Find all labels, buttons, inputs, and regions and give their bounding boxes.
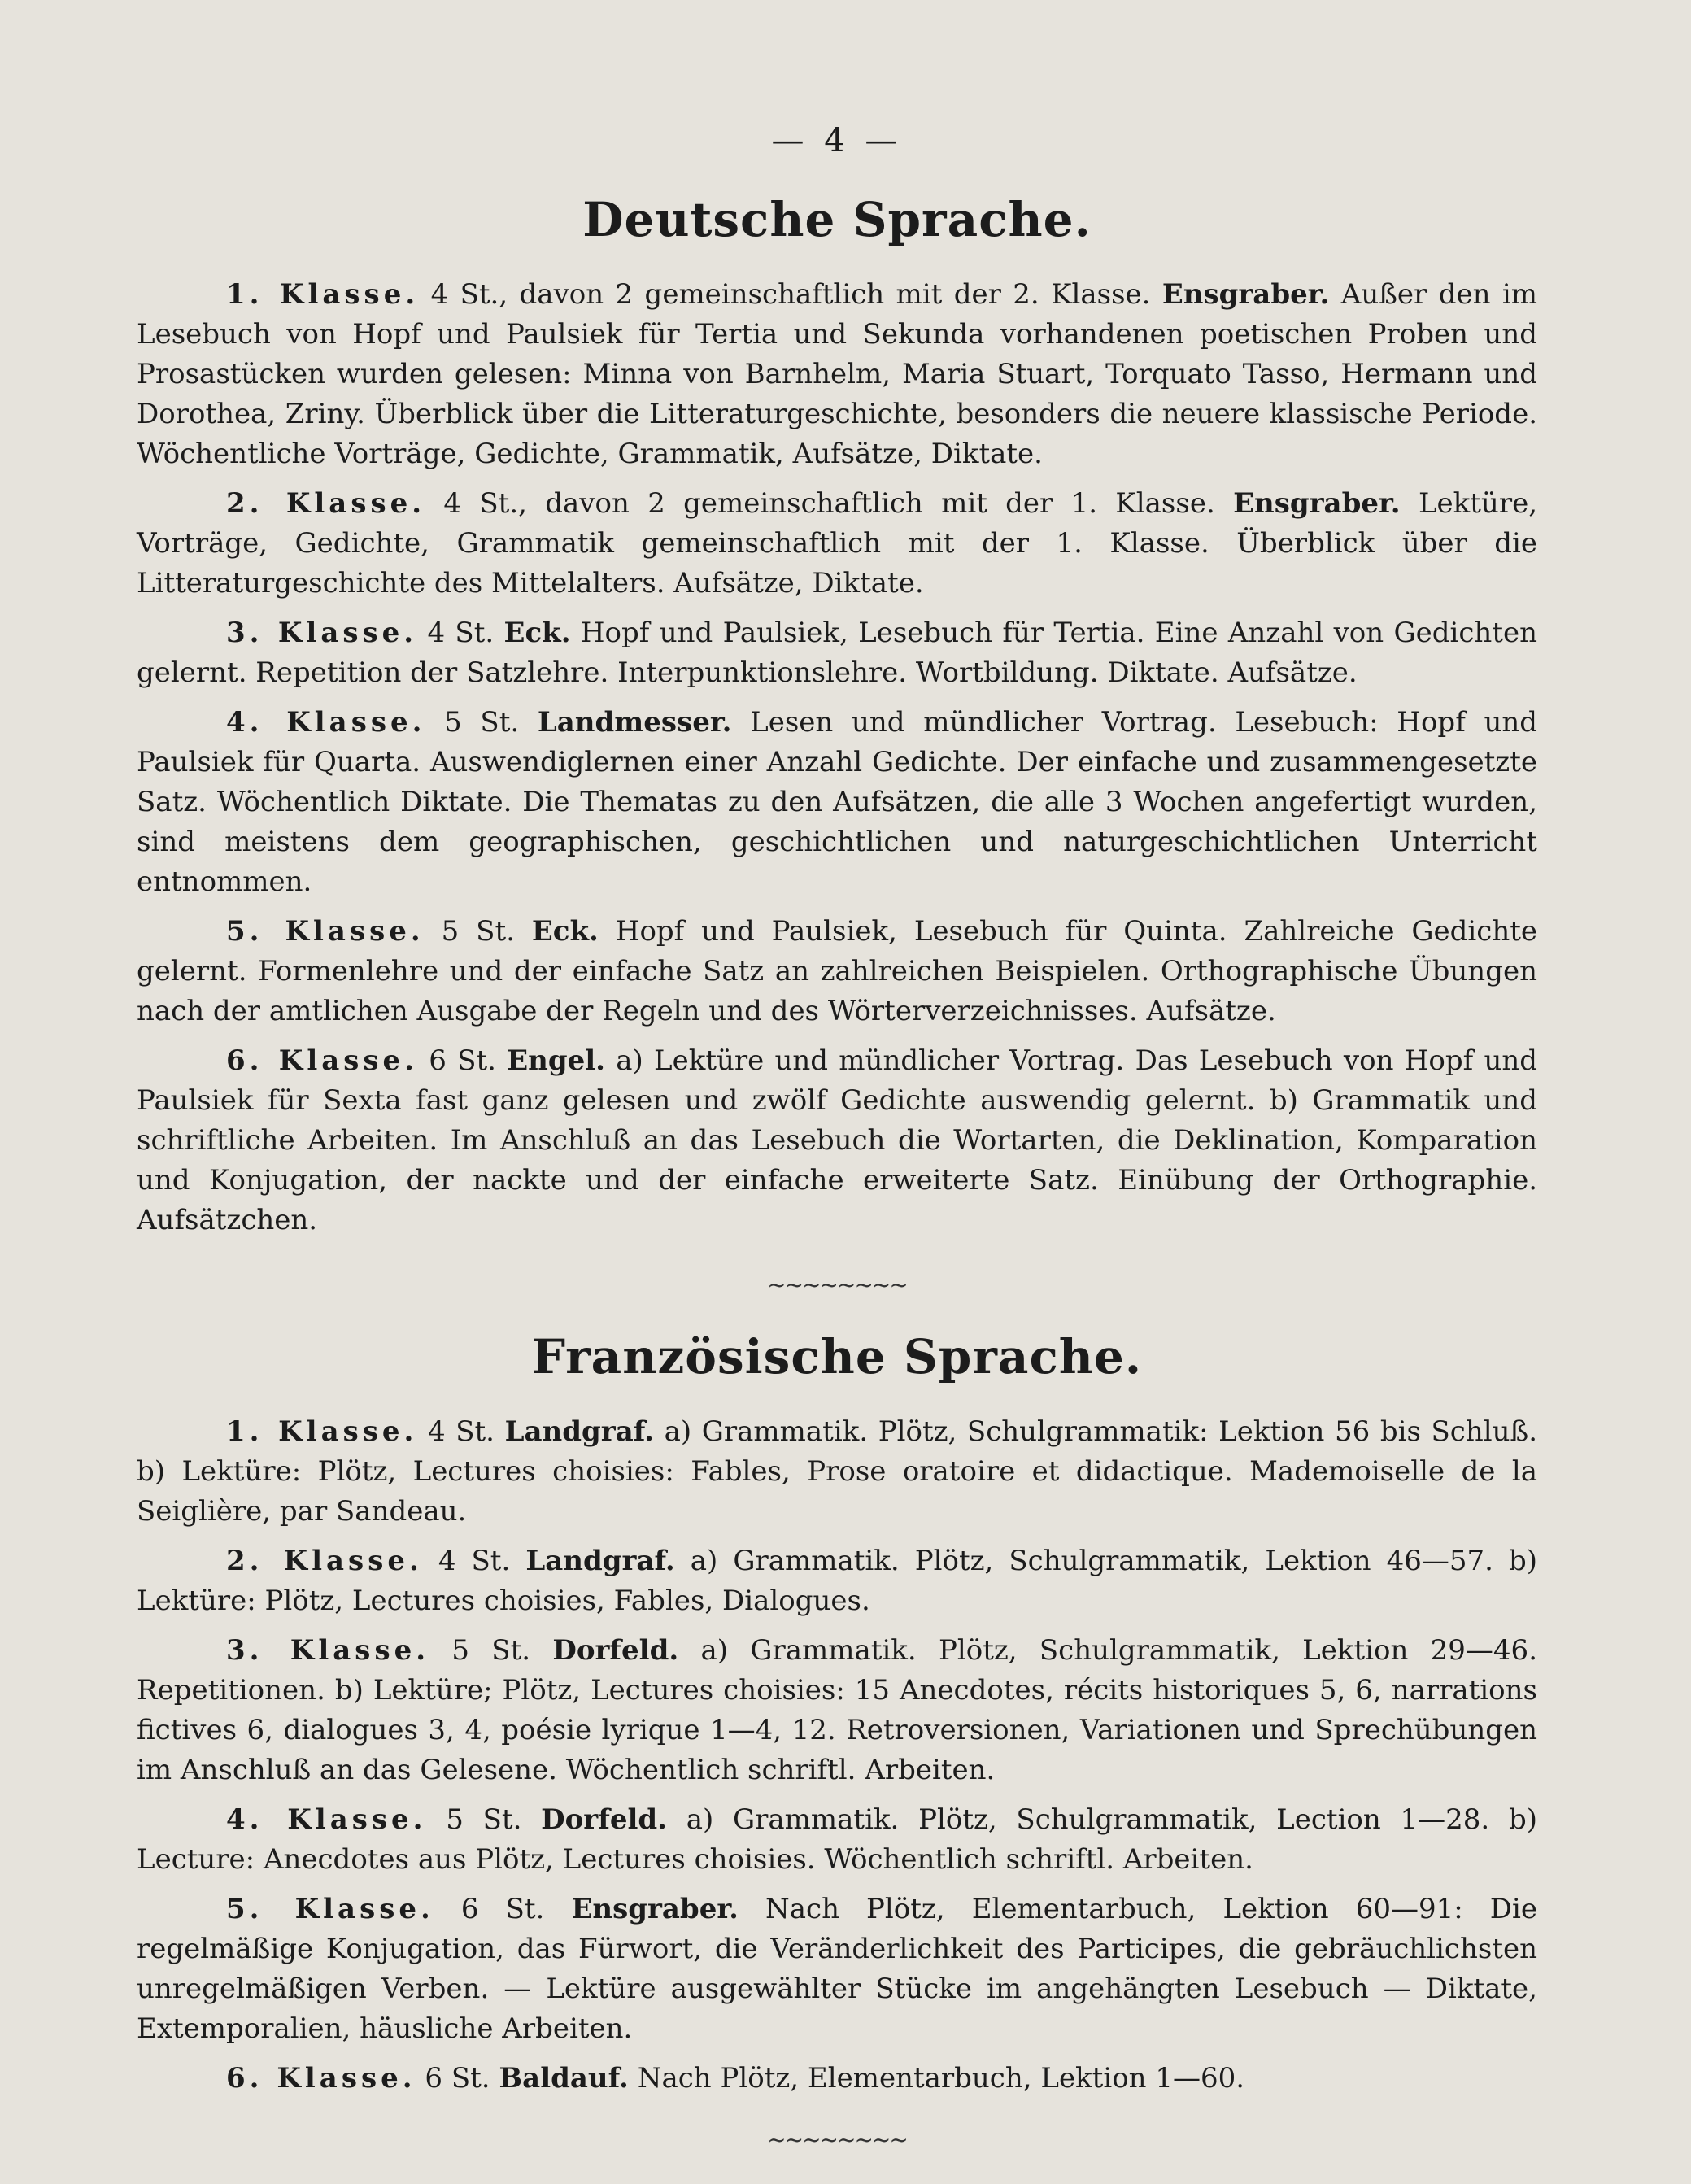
class-label: 3. Klasse. [226, 1634, 430, 1667]
entry-text: a) Grammatik. Plötz, Schulgrammatik, Lection 1—28. b) Lecture: Anecdotes aus Plötz, Lectures choisies. Wöchentlich schriftl. Arbeiten. [137, 1803, 1538, 1876]
closing-ornament: ~~~~~~~~ [767, 2126, 907, 2153]
teacher-name: Dorfeld. [541, 1803, 667, 1836]
hours: 4 St. [427, 617, 495, 649]
teacher-name: Dorfeld. [552, 1634, 679, 1667]
entry-text: a) Grammatik. Plötz, Schulgrammatik, Lektion 46—57. b) Lektüre: Plötz, Lectures choisies, Fables, Dialogues. [137, 1545, 1537, 1617]
hours: 5 St. [441, 915, 515, 948]
section-divider-ornament: ~~~~~~~~ [767, 1271, 907, 1298]
hours: 4 St., davon 2 gemeinschaftlich mit der 1. Klasse. [443, 487, 1215, 520]
deutsch-entry-6 [137, 1041, 1537, 1240]
franz-entry-4 [137, 1800, 1537, 1880]
class-label: 5. Klasse. [226, 1893, 434, 1925]
hours: 4 St. [438, 1545, 511, 1577]
teacher-name: Engel. [507, 1044, 605, 1077]
page-content [137, 122, 1537, 2184]
hours: 5 St. [451, 1634, 531, 1667]
class-label: 2. Klasse. [226, 487, 426, 520]
page-number: — 4 — [771, 122, 903, 159]
entry-text: Nach Plötz, Elementarbuch, Lektion 60—91: Die regelmäßige Konjugation, das Fürwort, die Veränderlichkeit des Participes, die gebräuchlichsten unregelmäßigen Verben. — Lektüre ausgewählter Stücke im angehängten Lesebuch — Diktate, Extemporalien, häusliche Arbeiten. [137, 1893, 1538, 2045]
teacher-name: Eck. [531, 915, 599, 948]
heading-deutsche-sprache: Deutsche Sprache. [582, 192, 1092, 247]
teacher-name: Landgraf. [504, 1415, 654, 1448]
entry-text: Hopf und Paulsiek, Lesebuch für Tertia. Eine Anzahl von Gedichten gelernt. Repetition der Satzlehre. Interpunktionslehre. Wortbildung. Diktate. Aufsätze. [137, 617, 1538, 689]
deutsch-entry-4 [137, 703, 1537, 902]
class-label: 4. Klasse. [226, 1803, 427, 1836]
hours: 6 St. [425, 2062, 490, 2095]
deutsch-entry-5 [137, 912, 1537, 1031]
franz-entry-3 [137, 1631, 1537, 1790]
franz-entry-2 [137, 1541, 1537, 1621]
franz-entry-6 [137, 2059, 1537, 2099]
class-label: 5. Klasse. [226, 915, 425, 948]
hours: 4 St. [427, 1415, 495, 1448]
teacher-name: Baldauf. [499, 2062, 629, 2095]
entry-text: a) Lektüre und mündlicher Vortrag. Das Lesebuch von Hopf und Paulsiek für Sexta fast ganz gelesen und zwölf Gedichte auswendig gelernt. b) Grammatik und schriftliche Arbeiten. Im Anschluß an das Lesebuch die Wortarten, die Deklination, Komparation und Konjugation, der nackte und der einfache erweiterte Satz. Einübung der Orthographie. Aufsätzchen. [137, 1044, 1538, 1236]
heading-franzoesische-sprache: Französische Sprache. [531, 1329, 1143, 1384]
entry-text: a) Grammatik. Plötz, Schulgrammatik: Lektion 56 bis Schluß. b) Lektüre: Plötz, Lectures choisies: Fables, Prose oratoire et didactique. Mademoiselle de la Seiglière, par Sandeau. [137, 1415, 1538, 1528]
hours: 6 St. [460, 1893, 545, 1925]
deutsch-entry-3 [137, 613, 1537, 693]
class-label: 6. Klasse. [226, 2062, 416, 2095]
class-label: 6. Klasse. [226, 1044, 419, 1077]
teacher-name: Ensgraber. [1161, 278, 1330, 311]
teacher-name: Landgraf. [525, 1545, 675, 1577]
entry-text: Lektüre, Vorträge, Gedichte, Grammatik gemeinschaftlich mit der 1. Klasse. Überblick über die Litteraturgeschichte des Mittelalters. Aufsätze, Diktate. [137, 487, 1537, 599]
entry-text: Nach Plötz, Elementarbuch, Lektion 1—60. [637, 2062, 1245, 2095]
hours: 5 St. [444, 706, 520, 739]
entry-text: Außer den im Lesebuch von Hopf und Paulsiek für Tertia und Sekunda vorhandenen poetischen Proben und Prosastücken wurden gelesen: Minna von Barnhelm, Maria Stuart, Torquato Tasso, Hermann und Dorothea, Zriny. Überblick über die Litteraturgeschichte, besonders die neuere klassische Periode. Wöchentliche Vorträge, Gedichte, Grammatik, Aufsätze, Diktate. [137, 278, 1537, 470]
entry-text: Hopf und Paulsiek, Lesebuch für Quinta. Zahlreiche Gedichte gelernt. Formenlehre und der einfache Satz an zahlreichen Beispielen. Orthographische Übungen nach der amtlichen Ausgabe der Regeln und des Wörterverzeichnisses. Aufsätze. [137, 915, 1537, 1027]
class-label: 1. Klasse. [226, 278, 420, 311]
deutsch-entry-1 [137, 275, 1537, 474]
entry-text: Lesen und mündlicher Vortrag. Lesebuch: Hopf und Paulsiek für Quarta. Auswendiglernen einer Anzahl Gedichte. Der einfache und zusammengesetzte Satz. Wöchentlich Diktate. Die Thematas zu den Aufsätzen, die alle 3 Wochen angefertigt wurden, sind meistens dem geographischen, geschichtlichen und naturgeschichtlichen Unterricht entnommen. [137, 706, 1538, 898]
hours: 6 St. [429, 1044, 496, 1077]
teacher-name: Landmesser. [537, 706, 732, 739]
teacher-name: Ensgraber. [1233, 487, 1401, 520]
teacher-name: Eck. [503, 617, 571, 649]
class-label: 3. Klasse. [226, 617, 418, 649]
entry-text: a) Grammatik. Plötz, Schulgrammatik, Lektion 29—46. Repetitionen. b) Lektüre; Plötz, Lectures choisies: 15 Anecdotes, récits historiques 5, 6, narrations fictives 6, dialogues 3, 4, poésie lyrique 1—4, 12. Retroversionen, Variationen und Sprechübungen im Anschluß an das Gelesene. Wöchentlich schriftl. Arbeiten. [137, 1634, 1537, 1786]
deutsch-entry-2 [137, 484, 1537, 604]
class-label: 1. Klasse. [226, 1415, 418, 1448]
franz-entry-5 [137, 1890, 1537, 2049]
franz-entry-1 [137, 1412, 1537, 1532]
hours: 4 St., davon 2 gemeinschaftlich mit der 2. Klasse. [430, 278, 1151, 311]
class-label: 2. Klasse. [226, 1545, 423, 1577]
hours: 5 St. [446, 1803, 522, 1836]
class-label: 4. Klasse. [226, 706, 426, 739]
teacher-name: Ensgraber. [571, 1893, 739, 1925]
